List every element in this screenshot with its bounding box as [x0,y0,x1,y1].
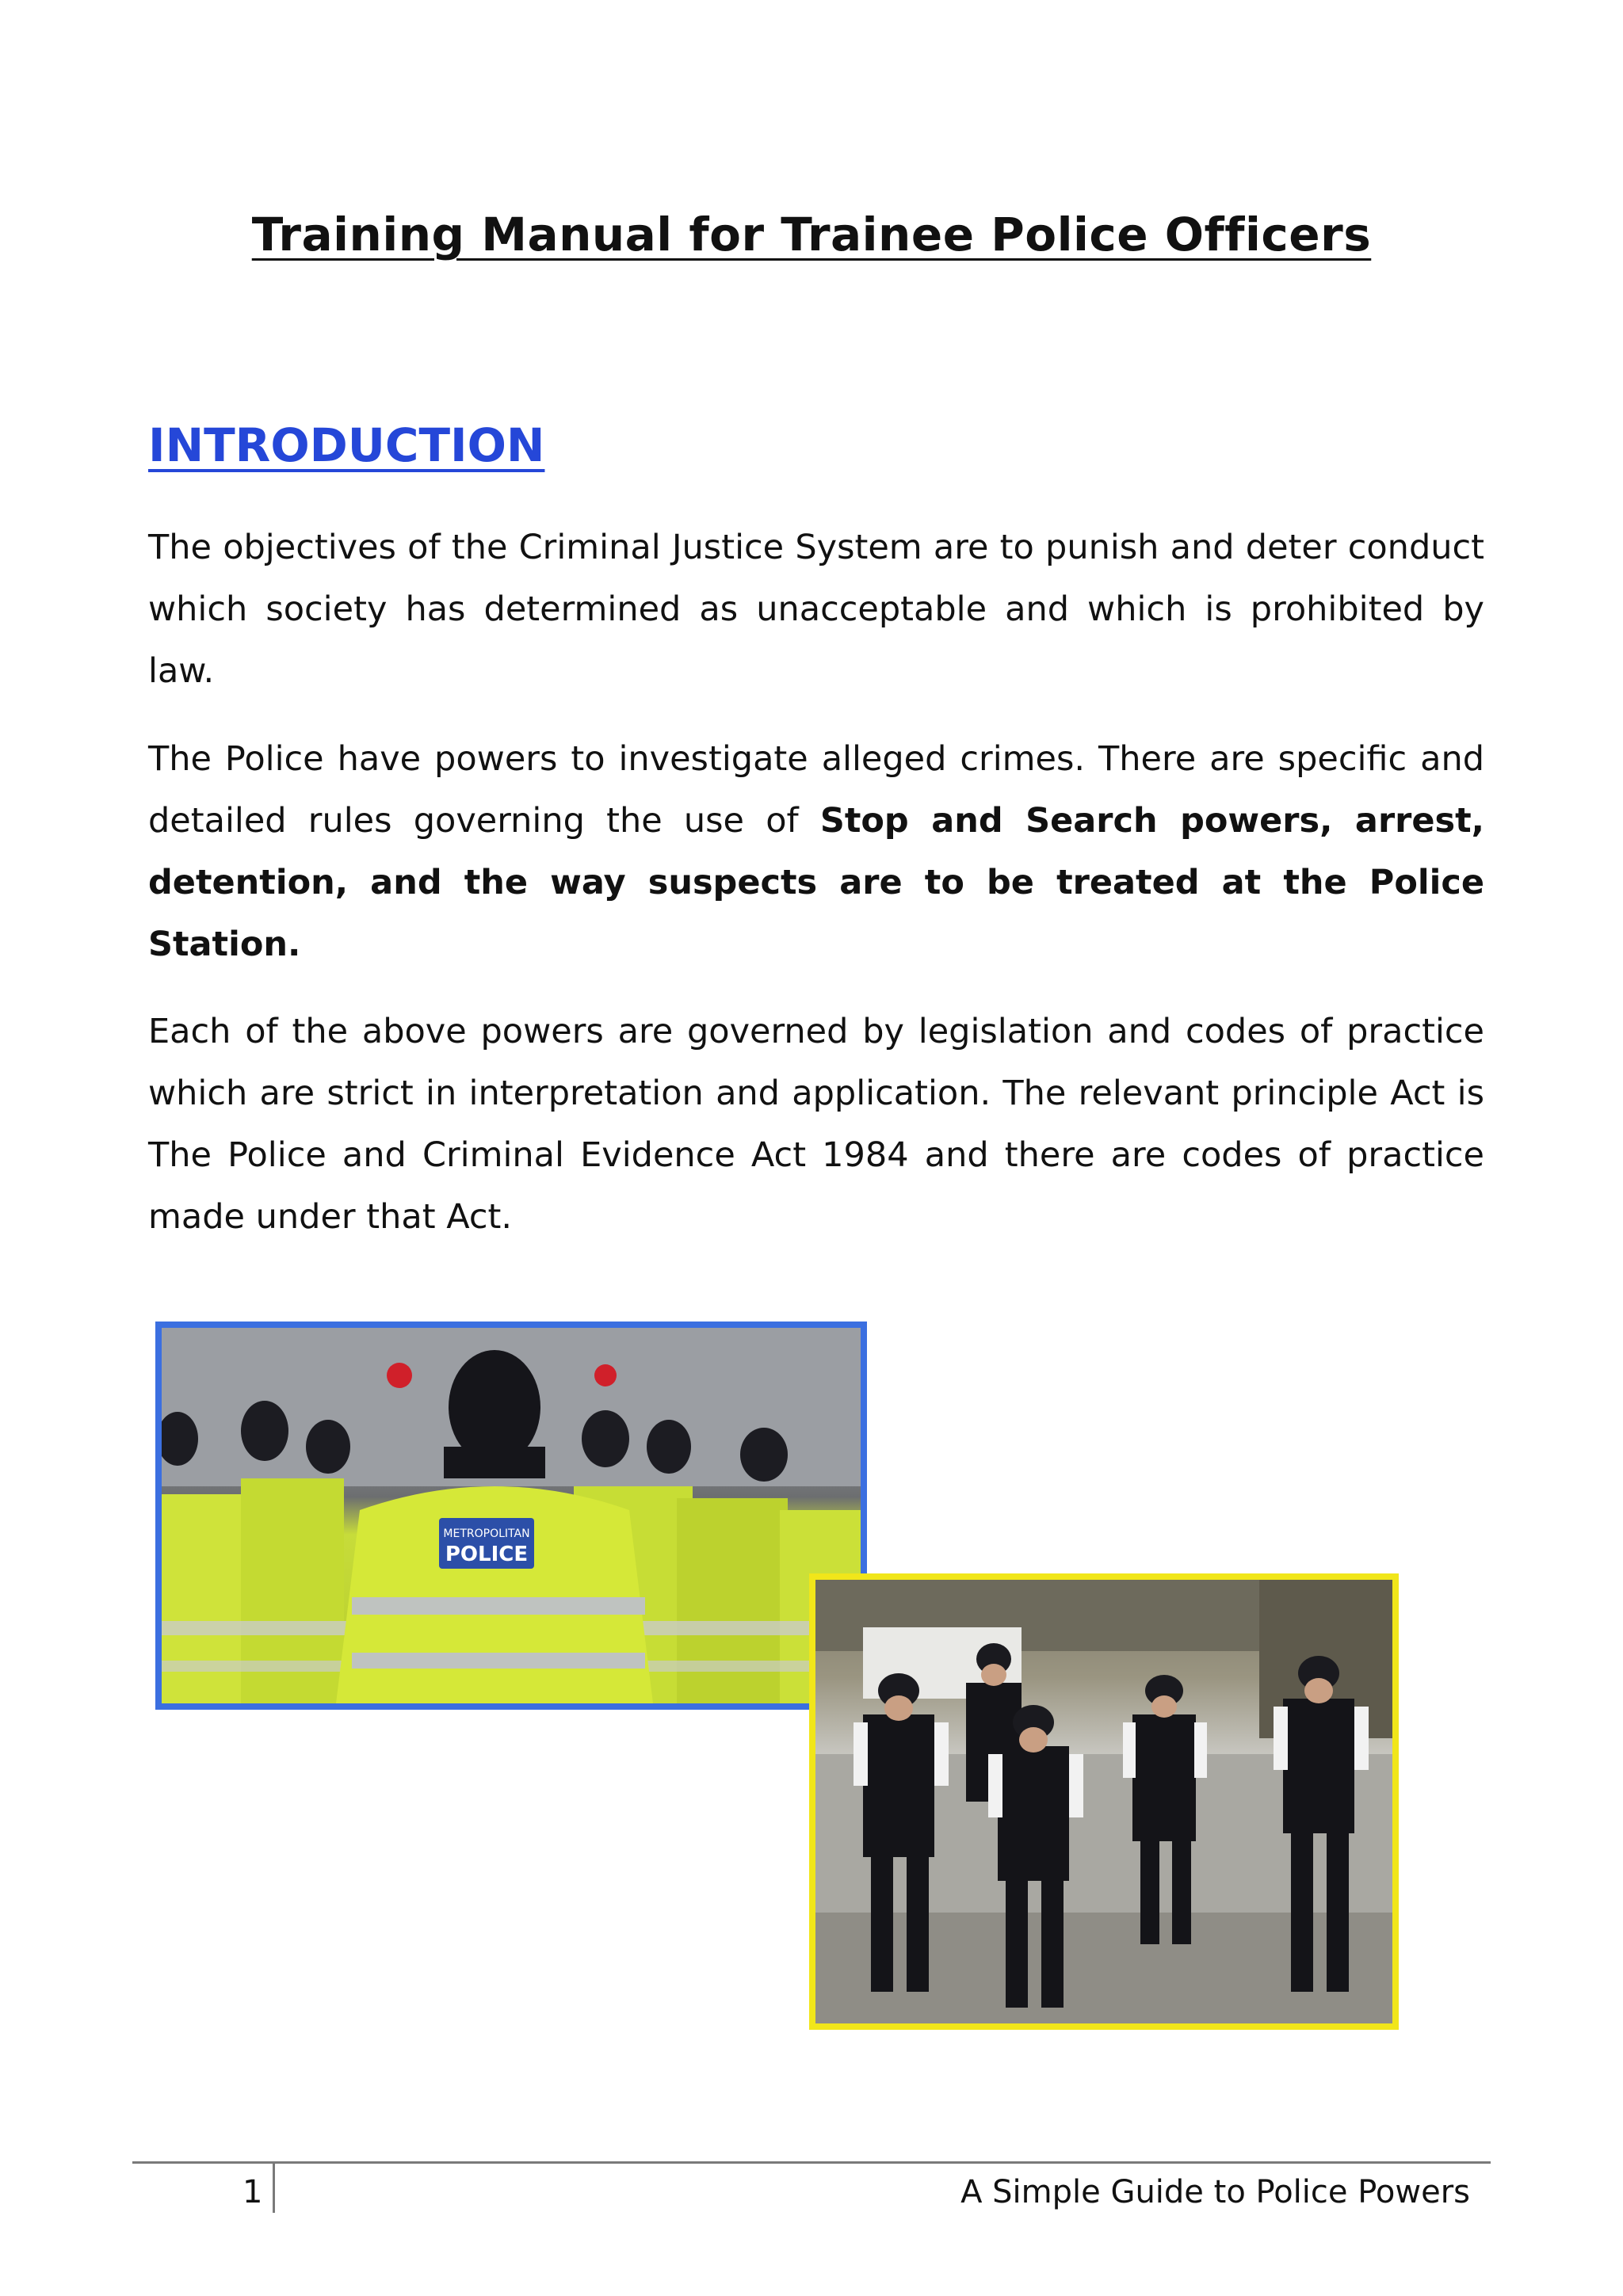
section-heading-introduction: INTRODUCTION [148,418,545,472]
paragraph-police-powers [148,728,1484,975]
paragraph-objectives: The objectives of the Criminal Justice System are to punish and deter conduct which society has determined as unacceptable and which is prohibited by law. [148,528,1484,691]
paragraph-police-powers-bold: Stop and Search powers, arrest, detention, and the way suspects are to be treated at the Police Station. [148,801,1485,964]
photo-armed-police-street-illustration [815,1580,1392,2023]
page-number: 1 [242,2174,263,2210]
photo-armed-police-street [809,1573,1399,2030]
paragraph-legislation: Each of the above powers are governed by legislation and codes of practice which are strict in interpretation and application. The relevant principle Act is The Police and Criminal Evidence Act 1984 and there are codes of practice made under that Act. [148,1012,1484,1237]
footer-text: A Simple Guide to Police Powers [960,2174,1470,2210]
vest-text-metropolitan: METROPOLITAN [443,1527,530,1540]
vest-text-police: POLICE [445,1543,529,1566]
document-title: Training Manual for Trainee Police Officers [251,208,1372,261]
paragraph-police-powers-text: The Police have powers to investigate alleged crimes. There are specific and detailed rules governing the use of [148,739,1484,841]
footer-rule [132,2161,1491,2164]
photo-police-officers-hi-vis-illustration [162,1328,861,1703]
photo-police-officers-hi-vis [155,1322,867,1710]
footer-divider [273,2164,275,2213]
